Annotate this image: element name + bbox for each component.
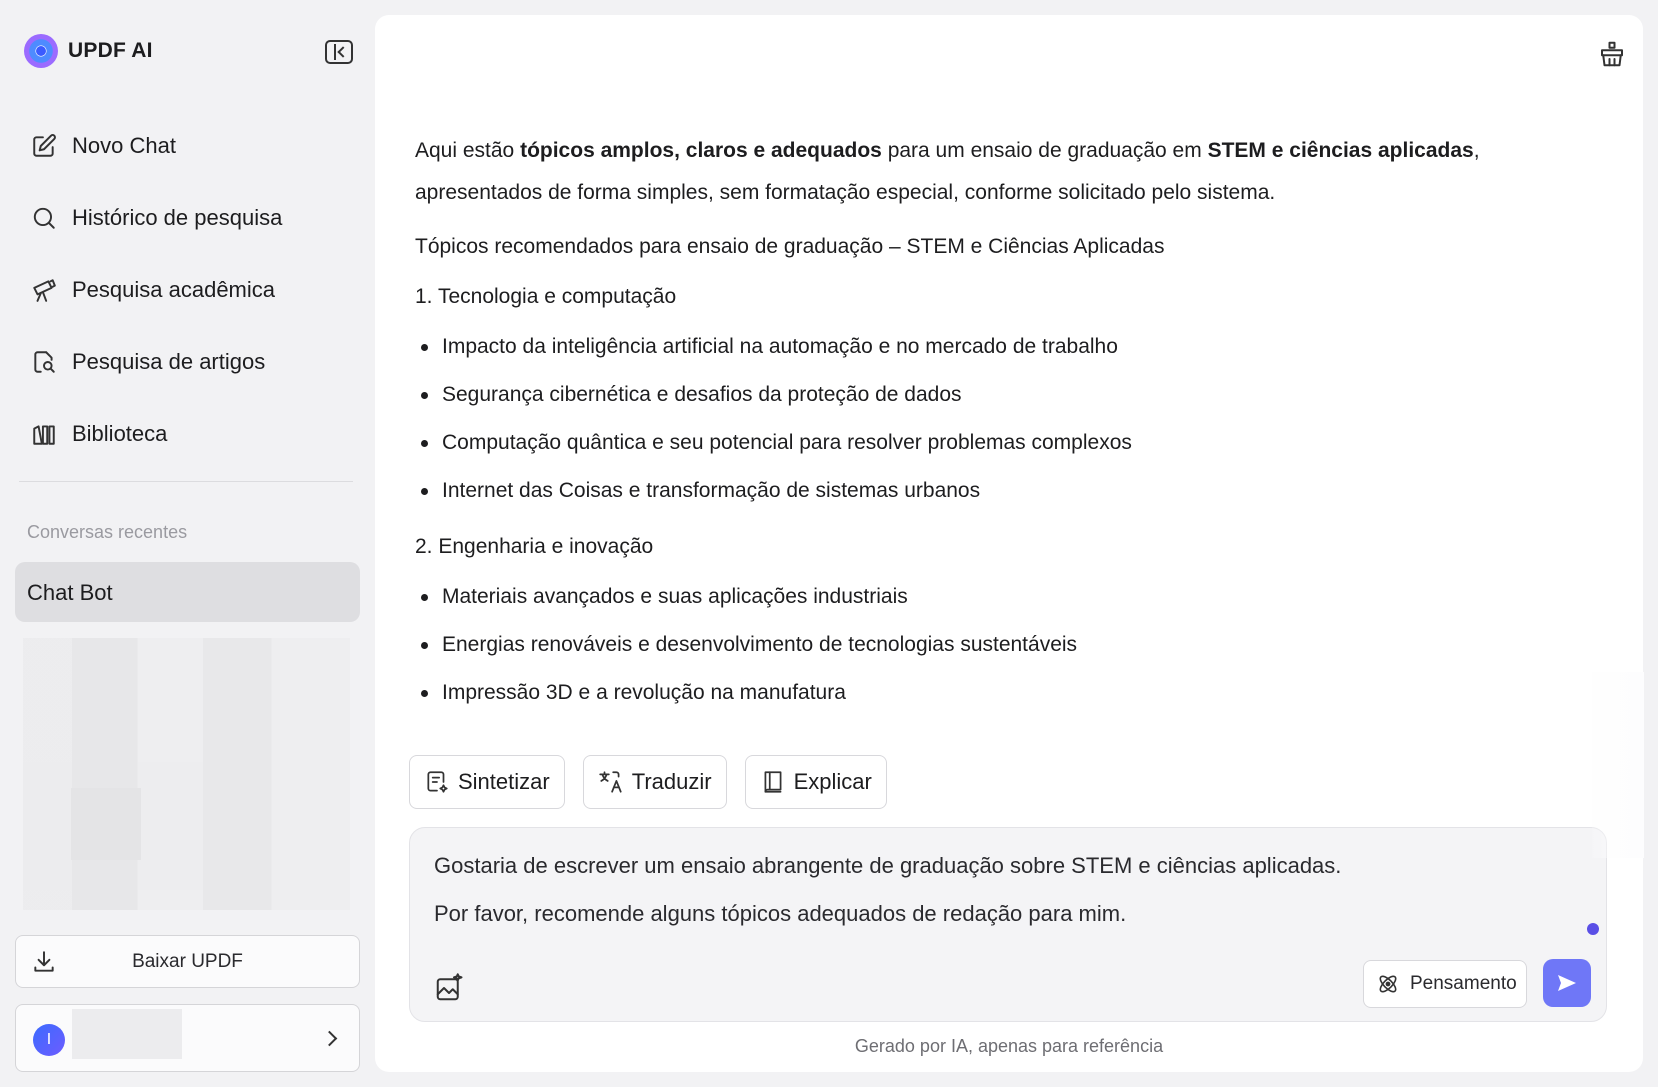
translate-label: Traduzir xyxy=(631,769,712,794)
sidebar-item-pesquisa-academica[interactable] xyxy=(30,254,350,326)
quick-actions xyxy=(409,755,887,809)
ai-response xyxy=(415,130,1595,728)
sidebar-item-biblioteca[interactable] xyxy=(30,398,350,470)
chevron-right-icon xyxy=(322,1031,338,1047)
sidebar-item-label: Pesquisa de artigos xyxy=(72,349,266,374)
summarize-icon xyxy=(424,769,450,795)
atom-icon xyxy=(1376,972,1400,996)
download-label: Baixar UPDF xyxy=(132,950,243,972)
sidebar-nav xyxy=(30,110,350,470)
section-list xyxy=(415,326,1595,518)
ai-disclaimer: Gerado por IA, apenas para referência xyxy=(854,1036,1164,1056)
sidebar-item-pesquisa-artigos[interactable] xyxy=(30,326,350,398)
translate-icon xyxy=(598,769,624,795)
list-item: Internet das Coisas e transformação de sistemas urbanos xyxy=(415,470,1595,518)
section-title: 2. Engenharia e inovação xyxy=(415,535,654,558)
thinking-toggle-button[interactable] xyxy=(1363,960,1527,1008)
list-item: Energias renováveis e desenvolvimento de tecnologias sustentáveis xyxy=(415,624,1595,672)
download-icon xyxy=(31,949,57,975)
summarize-button[interactable] xyxy=(409,755,565,809)
edit-icon xyxy=(30,132,58,160)
telescope-icon xyxy=(30,276,58,304)
brand xyxy=(24,34,153,68)
list-item: Materiais avançados e suas aplicações industriais xyxy=(415,576,1595,624)
message-line: Por favor, recomende alguns tópicos adequados de redação para mim. xyxy=(434,901,1127,926)
typing-indicator xyxy=(1587,923,1599,935)
list-item: Impressão 3D e a revolução na manufatura xyxy=(415,672,1595,720)
sidebar-item-novo-chat[interactable] xyxy=(30,110,350,182)
sidebar-item-label: Novo Chat xyxy=(72,133,176,158)
recent-chat-item[interactable]: Chat Bot xyxy=(15,562,360,622)
library-icon xyxy=(30,420,58,448)
image-ai-icon[interactable] xyxy=(434,973,464,1003)
collapse-sidebar-icon[interactable] xyxy=(325,40,353,64)
section-title: 1. Tecnologia e computação xyxy=(415,285,677,308)
send-icon xyxy=(1555,971,1579,995)
message-input[interactable] xyxy=(434,842,1554,938)
sidebar xyxy=(0,0,374,1087)
message-line: Gostaria de escrever um ensaio abrangente de graduação sobre STEM e ciências aplicadas. xyxy=(434,853,1342,878)
clear-chat-icon[interactable] xyxy=(1597,39,1627,69)
sidebar-item-historico[interactable] xyxy=(30,182,350,254)
response-heading: Tópicos recomendados para ensaio de graduação – STEM e Ciências Aplicadas xyxy=(415,235,1165,258)
floating-side-panel xyxy=(1592,672,1644,858)
chat-panel xyxy=(375,15,1643,1072)
sidebar-item-label: Pesquisa acadêmica xyxy=(72,277,276,302)
user-account-row[interactable] xyxy=(15,1004,360,1072)
book-icon xyxy=(760,769,786,795)
list-item: Segurança cibernética e desafios da proteção de dados xyxy=(415,374,1595,422)
summarize-label: Sintetizar xyxy=(458,769,550,794)
recent-conversations-title: Conversas recentes xyxy=(27,522,188,542)
updf-logo xyxy=(24,34,58,68)
send-button[interactable] xyxy=(1543,959,1591,1007)
response-intro: Aqui estão tópicos amplos, claros e adequados para um ensaio de graduação em STEM e ciências aplicadas, apresentados de forma simples, sem formatação especial, conforme solicitado pelo sistema. xyxy=(415,139,1480,204)
translate-button[interactable] xyxy=(583,755,727,809)
explain-button[interactable] xyxy=(745,755,887,809)
message-composer[interactable] xyxy=(409,827,1607,1022)
sidebar-divider xyxy=(19,481,353,482)
explain-label: Explicar xyxy=(793,769,872,794)
section-list xyxy=(415,576,1595,720)
blurred-history xyxy=(23,638,350,910)
document-search-icon xyxy=(30,348,58,376)
download-updf-button[interactable] xyxy=(15,935,360,988)
brand-name: UPDF AI xyxy=(68,39,153,62)
sidebar-item-label: Histórico de pesquisa xyxy=(72,205,283,230)
list-item: Computação quântica e seu potencial para resolver problemas complexos xyxy=(415,422,1595,470)
search-icon xyxy=(30,204,58,232)
avatar: I xyxy=(33,1024,65,1056)
sidebar-item-label: Biblioteca xyxy=(72,421,168,446)
thinking-label: Pensamento xyxy=(1410,973,1517,994)
blurred-user-name xyxy=(72,1009,182,1059)
list-item: Impacto da inteligência artificial na automação e no mercado de trabalho xyxy=(415,326,1595,374)
